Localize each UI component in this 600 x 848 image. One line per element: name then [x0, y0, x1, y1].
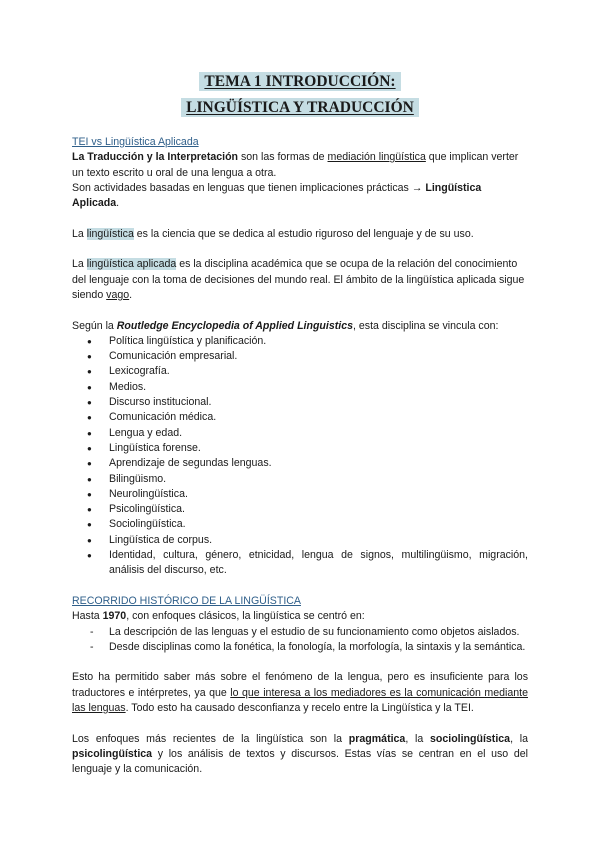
- bold-text: Lingüística Aplicada: [72, 181, 482, 210]
- bold-text: 1970: [102, 610, 127, 623]
- underlined-text: vago: [106, 288, 130, 301]
- list-item: ● Lingüística forense.: [72, 441, 528, 456]
- text: es la disciplina académica que se ocupa de la relación del conocimiento del lenguaje con la toma de decisiones del mundo real. El ámbito de la lingüística aplicada sigue siendo: [72, 258, 525, 301]
- list-item: ● Lexicografía.: [72, 364, 528, 379]
- bold-text: sociolingüística: [430, 732, 511, 745]
- text: Hasta: [72, 610, 103, 623]
- text: Esto ha permitido saber más sobre el fenómeno de la lengua, pero es insuficiente para los traductores e intérpretes, ya que: [72, 671, 528, 699]
- text: , la: [405, 732, 430, 745]
- text: Son actividades basadas en lenguas que tienen implicaciones prácticas →: [72, 181, 426, 194]
- dash-list: [72, 625, 528, 656]
- paragraph-insufficient: [72, 670, 528, 716]
- bold-text: La Traducción y la Interpretación: [72, 151, 239, 164]
- list-item: ● Lingüística de corpus.: [72, 533, 528, 548]
- text: son las formas de: [238, 151, 328, 164]
- list-item: ● Comunicación empresarial.: [72, 349, 528, 364]
- text: es la ciencia que se dedica al estudio riguroso del lenguaje y de su uso.: [133, 227, 474, 240]
- paragraph-routledge: [72, 319, 528, 334]
- paragraph-practical: [72, 181, 528, 212]
- title-line-1: TEMA 1 INTRODUCCIÓN:: [199, 72, 400, 91]
- document-body: [72, 135, 528, 777]
- title-line-2: LINGÜÍSTICA Y TRADUCCIÓN: [181, 98, 419, 117]
- underlined-text: mediación lingüística: [327, 151, 426, 164]
- list-item: - La descripción de las lenguas y el estudio de su funcionamiento como objetos aislados.: [72, 625, 528, 640]
- list-item: ● Psicolingüística.: [72, 502, 528, 517]
- text: La: [72, 227, 87, 240]
- list-item: ● Comunicación médica.: [72, 410, 528, 425]
- paragraph-1970: [72, 609, 528, 624]
- underlined-text: lo que interesa a los mediadores es la comunicación mediante las lenguas: [72, 686, 528, 714]
- list-item: ● Medios.: [72, 380, 528, 395]
- list-item: ● Identidad, cultura, género, etnicidad, lengua de signos, multilingüismo, migración, análisis del discurso, etc.: [72, 548, 528, 579]
- text: . Todo esto ha causado desconfianza y recelo entre la Lingüística y la TEI.: [125, 701, 474, 714]
- list-item: - Desde disciplinas como la fonética, la fonología, la morfología, la sintaxis y la semántica.: [72, 640, 528, 655]
- highlighted-text: lingüística: [86, 227, 134, 240]
- paragraph-tei-definition: [72, 150, 528, 181]
- bullet-list: [72, 334, 528, 579]
- list-item: ● Política lingüística y planificación.: [72, 334, 528, 349]
- list-item: ● Sociolingüística.: [72, 517, 528, 532]
- text: y los análisis de textos y discursos. Estas vías se centran en el uso del lenguaje y la comunicación.: [72, 747, 528, 776]
- paragraph-recent-approaches: [72, 732, 528, 778]
- bold-text: pragmática: [348, 732, 406, 745]
- title-block: [0, 72, 600, 117]
- section-heading-tei: TEI vs Lingüística Aplicada: [72, 136, 199, 148]
- bold-text: psicolingüística: [72, 747, 153, 760]
- text: , esta disciplina se vincula con:: [353, 319, 499, 332]
- list-item: ● Bilingüismo.: [72, 472, 528, 487]
- paragraph-linguistics: [72, 227, 528, 242]
- text: que implican verter un texto escrito u oral de una lengua a otra.: [72, 151, 519, 179]
- list-item: ● Aprendizaje de segundas lenguas.: [72, 456, 528, 471]
- list-item: ● Discurso institucional.: [72, 395, 528, 410]
- text: .: [129, 288, 133, 301]
- highlighted-text: lingüística aplicada: [86, 258, 177, 271]
- text: , la: [510, 732, 528, 745]
- book-title: Routledge Encyclopedia of Applied Linguistics: [116, 319, 353, 332]
- text: , con enfoques clásicos, la lingüística se centró en:: [126, 610, 365, 623]
- text: .: [116, 197, 120, 210]
- section-heading-history: RECORRIDO HISTÓRICO DE LA LINGÜÍSTICA: [72, 594, 301, 607]
- list-item: ● Neurolingüística.: [72, 487, 528, 502]
- paragraph-applied-linguistics: [72, 257, 528, 303]
- list-item: ● Lengua y edad.: [72, 426, 528, 441]
- text: La: [72, 258, 87, 271]
- text: Los enfoques más recientes de la lingüística son la: [72, 732, 349, 745]
- text: Según la: [72, 319, 117, 332]
